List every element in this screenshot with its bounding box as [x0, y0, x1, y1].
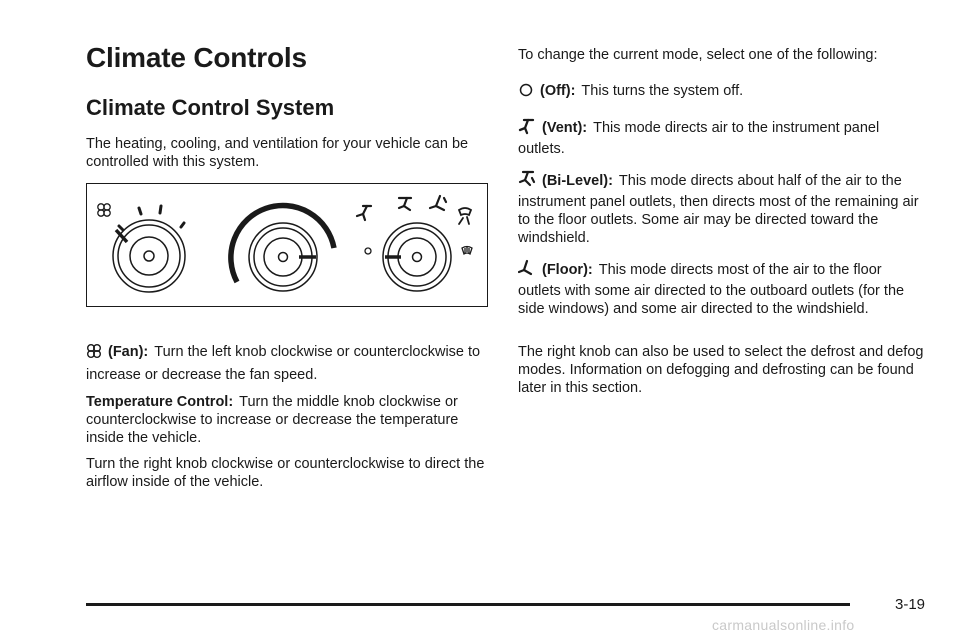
temperature-text: Turn the middle knob clockwise or counterclockwise to increase or decrease the temperature inside the vehicle.	[86, 394, 459, 446]
fan-speed-icon	[98, 204, 110, 216]
temperature-arc	[231, 206, 334, 282]
temperature-label: Temperature Control:	[86, 394, 234, 410]
mode-knob	[383, 223, 451, 291]
fan-icon	[86, 343, 102, 365]
temperature-knob	[249, 223, 317, 291]
section-title: Climate Control System	[86, 95, 335, 120]
fan-knob	[113, 220, 185, 292]
mode-floor: (Floor): This mode directs most of the air to the floor outlets with some air directed to the outboard outlets (for the side windows) and some air directed to the windshield.	[518, 259, 928, 318]
defrost-mode-icon	[462, 247, 472, 255]
off-icon	[518, 82, 534, 103]
mode-intro: To change the current mode, select one of the following:	[518, 47, 878, 63]
mode-vent: (Vent): This mode directs air to the instrument panel outlets.	[518, 117, 928, 158]
off-marker	[365, 248, 371, 254]
fan-label: (Fan):	[108, 344, 149, 360]
floor-icon	[518, 259, 536, 282]
climate-panel-drawing	[87, 184, 486, 305]
bi-level-mode-icon	[399, 198, 411, 210]
temperature-paragraph	[86, 393, 496, 447]
mode-off: (Off): This turns the system off.	[518, 82, 928, 103]
vent-icon	[518, 117, 536, 140]
fan-paragraph	[86, 342, 496, 385]
mode-bi-level: (Bi-Level): This mode directs about half of the air to the instrument panel outlets, then directs most of the remaining air to the floor outlets. Some air may be directed toward the windshield.	[518, 170, 928, 247]
floor-mode-icon	[430, 196, 446, 210]
fan-text: Turn the left knob clockwise or counterclockwise to increase or decrease the fan speed.	[86, 344, 481, 383]
climate-panel-figure	[86, 183, 488, 307]
intro-text: The heating, cooling, and ventilation for your vehicle can be controlled with this system.	[86, 136, 469, 170]
watermark: carmanualsonline.info	[712, 617, 855, 633]
footer-rule	[86, 603, 850, 606]
page-number: 3-19	[895, 596, 926, 613]
right-knob-paragraph: Turn the right knob clockwise or counterclockwise to direct the airflow inside of the vehicle.	[86, 456, 485, 490]
bi-level-icon	[518, 170, 536, 193]
defog-mode-icon	[459, 208, 471, 224]
vent-mode-icon	[357, 206, 371, 220]
defrost-paragraph: The right knob can also be used to select the defrost and defog modes. Information on defogging and defrosting can be found later in this section.	[518, 344, 924, 396]
page-title: Climate Controls	[86, 42, 307, 73]
